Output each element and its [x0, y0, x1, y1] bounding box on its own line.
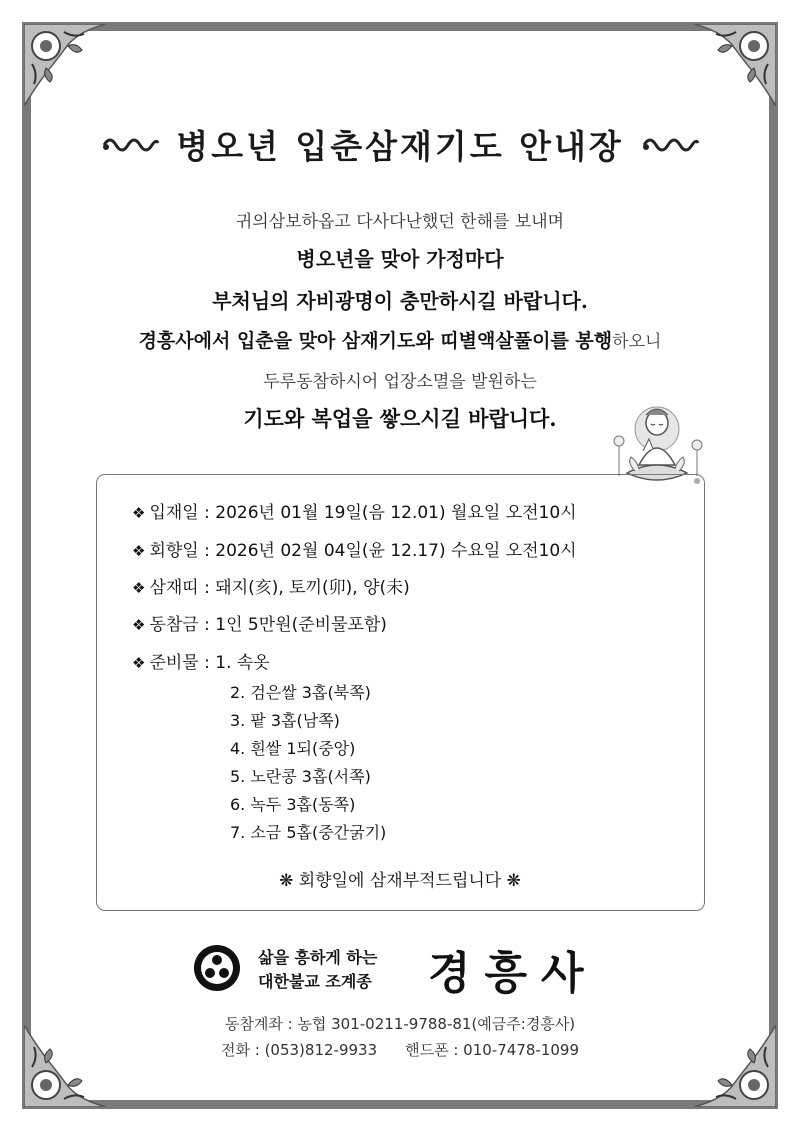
- corner-ornament-icon: [694, 1025, 776, 1107]
- diamond-bullet-icon: ❖: [132, 579, 146, 597]
- detail-value: 2026년 01월 19일(음 12.01) 월요일 오전10시: [215, 503, 577, 523]
- page-title: 병오년 입춘삼재기도 안내장: [176, 126, 624, 166]
- slogan-line-1: 삶을 흥하게 하는: [258, 948, 378, 967]
- diamond-bullet-icon: ❖: [132, 616, 146, 634]
- title-ornament-icon: [640, 131, 700, 157]
- intro-line-4-bold: 경흥사에서 입춘을 맞아 삼재기도와 띠별액살풀이를 봉행: [138, 330, 613, 352]
- preparation-item: 3. 팥 3홉(남쪽): [230, 711, 340, 730]
- intro-line-4: [0, 326, 800, 353]
- intro-line-1: 귀의삼보하옵고 다사다난했던 한해를 보내며: [235, 212, 565, 232]
- preparation-item: 4. 흰쌀 1되(중앙): [230, 739, 356, 758]
- mobile-number: 핸드폰 : 010-7478-1099: [405, 1041, 579, 1059]
- detail-value: 2026년 02월 04일(윤 12.17) 수요일 오전10시: [215, 541, 577, 561]
- preparation-item: 7. 소금 5홉(중간굵기): [230, 823, 387, 842]
- detail-label: 삼재띠 :: [149, 578, 216, 598]
- bank-account: 동참계좌 : 농협 301-0211-9788-81(예금주:경흥사): [224, 1015, 576, 1033]
- three-jewels-logo-icon: [192, 943, 242, 993]
- detail-label: 동참금 :: [149, 615, 216, 635]
- intro-line-3: 부처님의 자비광명이 충만하시길 바랍니다.: [212, 289, 588, 313]
- talisman-notice: ❋ 회향일에 삼재부적드립니다 ❋: [279, 871, 521, 891]
- detail-label: 준비물 :: [149, 653, 216, 673]
- preparation-item: 5. 노란콩 3홉(서쪽): [230, 767, 371, 786]
- corner-ornament-icon: [694, 24, 776, 106]
- corner-ornament-icon: [24, 1025, 106, 1107]
- temple-name: 경흥사: [428, 948, 598, 999]
- detail-row-zodiac: [132, 573, 410, 598]
- contact-line: [0, 1039, 800, 1060]
- intro-line-4-tail: 하오니: [612, 332, 662, 352]
- preparation-item: 6. 녹두 3홉(동쪽): [230, 795, 356, 814]
- detail-label: 회향일 :: [149, 541, 216, 561]
- corner-ornament-icon: [24, 24, 106, 106]
- phone-number: 전화 : (053)812-9933: [221, 1041, 378, 1059]
- detail-row-preparations: [132, 648, 270, 673]
- detail-value: 1인 5만원(준비물포함): [215, 615, 387, 635]
- title-row: [0, 118, 800, 170]
- preparation-item: 2. 검은쌀 3홉(북쪽): [230, 683, 371, 702]
- intro-line-5: 두루동참하시어 업장소멸을 발원하는: [263, 372, 537, 392]
- diamond-bullet-icon: ❖: [132, 542, 146, 560]
- slogan-line-2: 대한불교 조계종: [258, 972, 372, 991]
- detail-label: 입재일 :: [149, 503, 216, 523]
- detail-row-fee: [132, 610, 387, 635]
- detail-value: 돼지(亥), 토끼(卯), 양(未): [215, 578, 410, 598]
- intro-line-2: 병오년을 맞아 가정마다: [296, 247, 504, 271]
- diamond-bullet-icon: ❖: [132, 504, 146, 522]
- intro-line-6: 기도와 복업을 쌓으시길 바랍니다.: [243, 406, 557, 431]
- diamond-bullet-icon: ❖: [132, 654, 146, 672]
- detail-value: 1. 속옷: [215, 653, 270, 673]
- detail-row-start-date: [132, 498, 577, 523]
- detail-row-end-date: [132, 536, 577, 561]
- title-ornament-icon: [100, 131, 160, 157]
